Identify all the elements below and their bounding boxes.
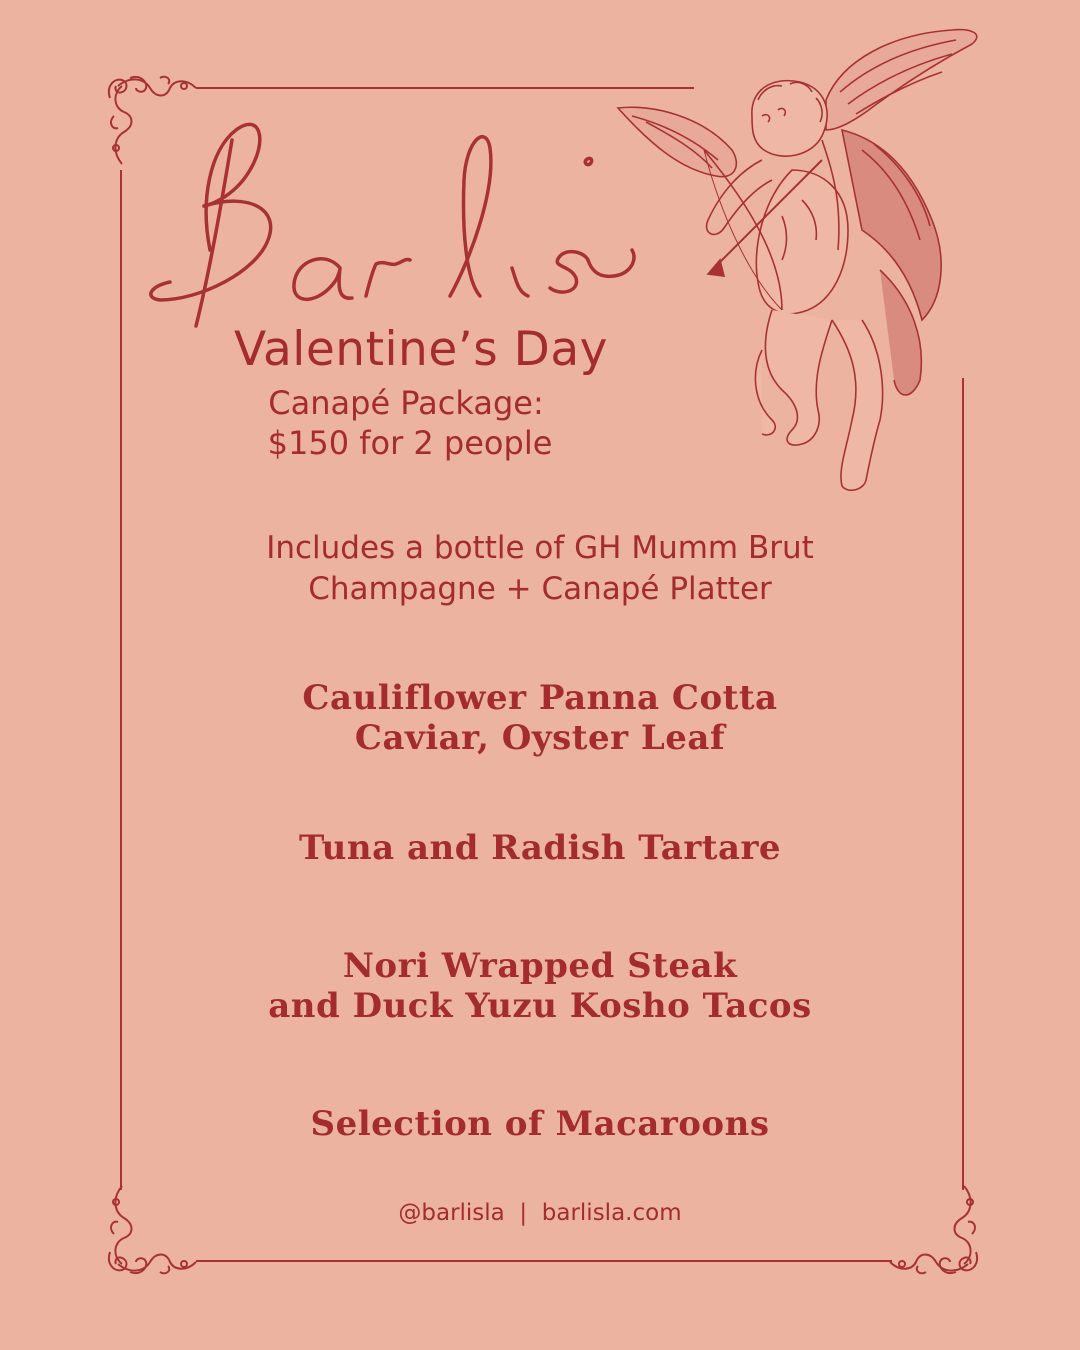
bottom-right-flourish-icon bbox=[882, 1178, 982, 1278]
bottom-left-flourish-icon bbox=[104, 1178, 204, 1278]
menu-item-1-line-2: Caviar, Oyster Leaf bbox=[354, 718, 726, 758]
footer-contact: @barlisla | barlisla.com bbox=[398, 1200, 682, 1226]
menu-item-4: Selection of Macaroons bbox=[310, 1104, 770, 1144]
includes-line-1: Includes a bottle of GH Mumm Brut bbox=[266, 530, 814, 566]
frame-bottom-line bbox=[196, 1260, 892, 1262]
menu-item-3-line-1: Nori Wrapped Steak bbox=[342, 946, 738, 986]
menu-item-1-line-1: Cauliflower Panna Cotta bbox=[302, 678, 778, 718]
page-title: Valentine’s Day bbox=[234, 322, 608, 377]
menu-item-3-line-2: and Duck Yuzu Kosho Tacos bbox=[268, 986, 812, 1026]
includes-line-2: Champagne + Canapé Platter bbox=[308, 571, 772, 607]
package-price: $150 for 2 people bbox=[267, 424, 553, 462]
menu-item-2: Tuna and Radish Tartare bbox=[298, 828, 782, 868]
package-label: Canapé Package: bbox=[268, 384, 544, 422]
bar-lis-logo bbox=[140, 100, 660, 340]
